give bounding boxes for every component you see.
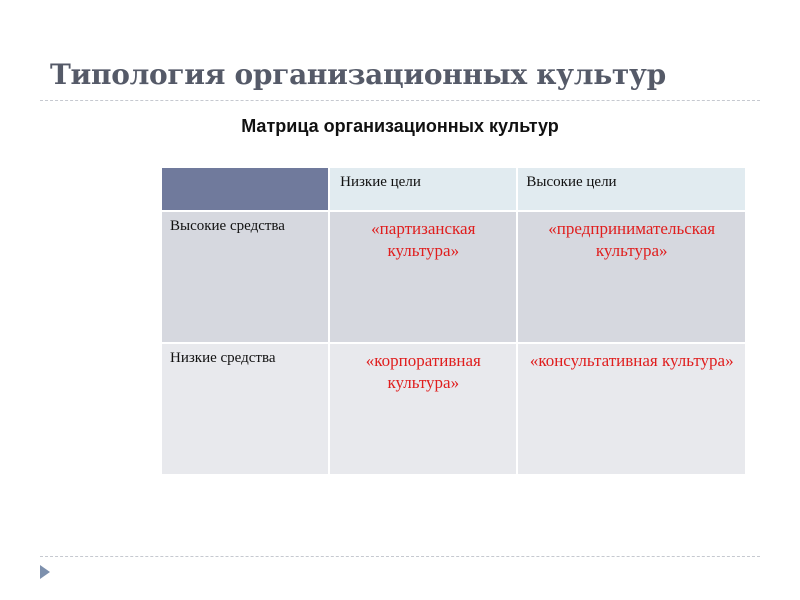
header-row — [162, 168, 745, 210]
matrix-subtitle: Матрица организационных культур — [241, 116, 559, 136]
arrow-icon — [40, 565, 50, 579]
cell-consultative-culture: «консультативная культура» — [518, 344, 745, 474]
row-label-high-means: Высокие средства — [162, 212, 328, 342]
cell-guerrilla-culture: «партизанская культура» — [330, 212, 516, 342]
table-row — [162, 344, 745, 474]
col-header-high-goals: Высокие цели — [518, 168, 745, 210]
title-divider — [40, 100, 760, 101]
row-label-low-means: Низкие средства — [162, 344, 328, 474]
header-corner-cell — [162, 168, 328, 210]
culture-matrix — [160, 166, 747, 476]
footer-divider — [40, 556, 760, 557]
cell-corporate-culture: «корпоративная культура» — [330, 344, 516, 474]
col-header-low-goals: Низкие цели — [330, 168, 516, 210]
slide-title: Типология организационных культур — [50, 58, 666, 91]
cell-entrepreneurial-culture: «предпринимательская культура» — [518, 212, 745, 342]
table-row — [162, 212, 745, 342]
